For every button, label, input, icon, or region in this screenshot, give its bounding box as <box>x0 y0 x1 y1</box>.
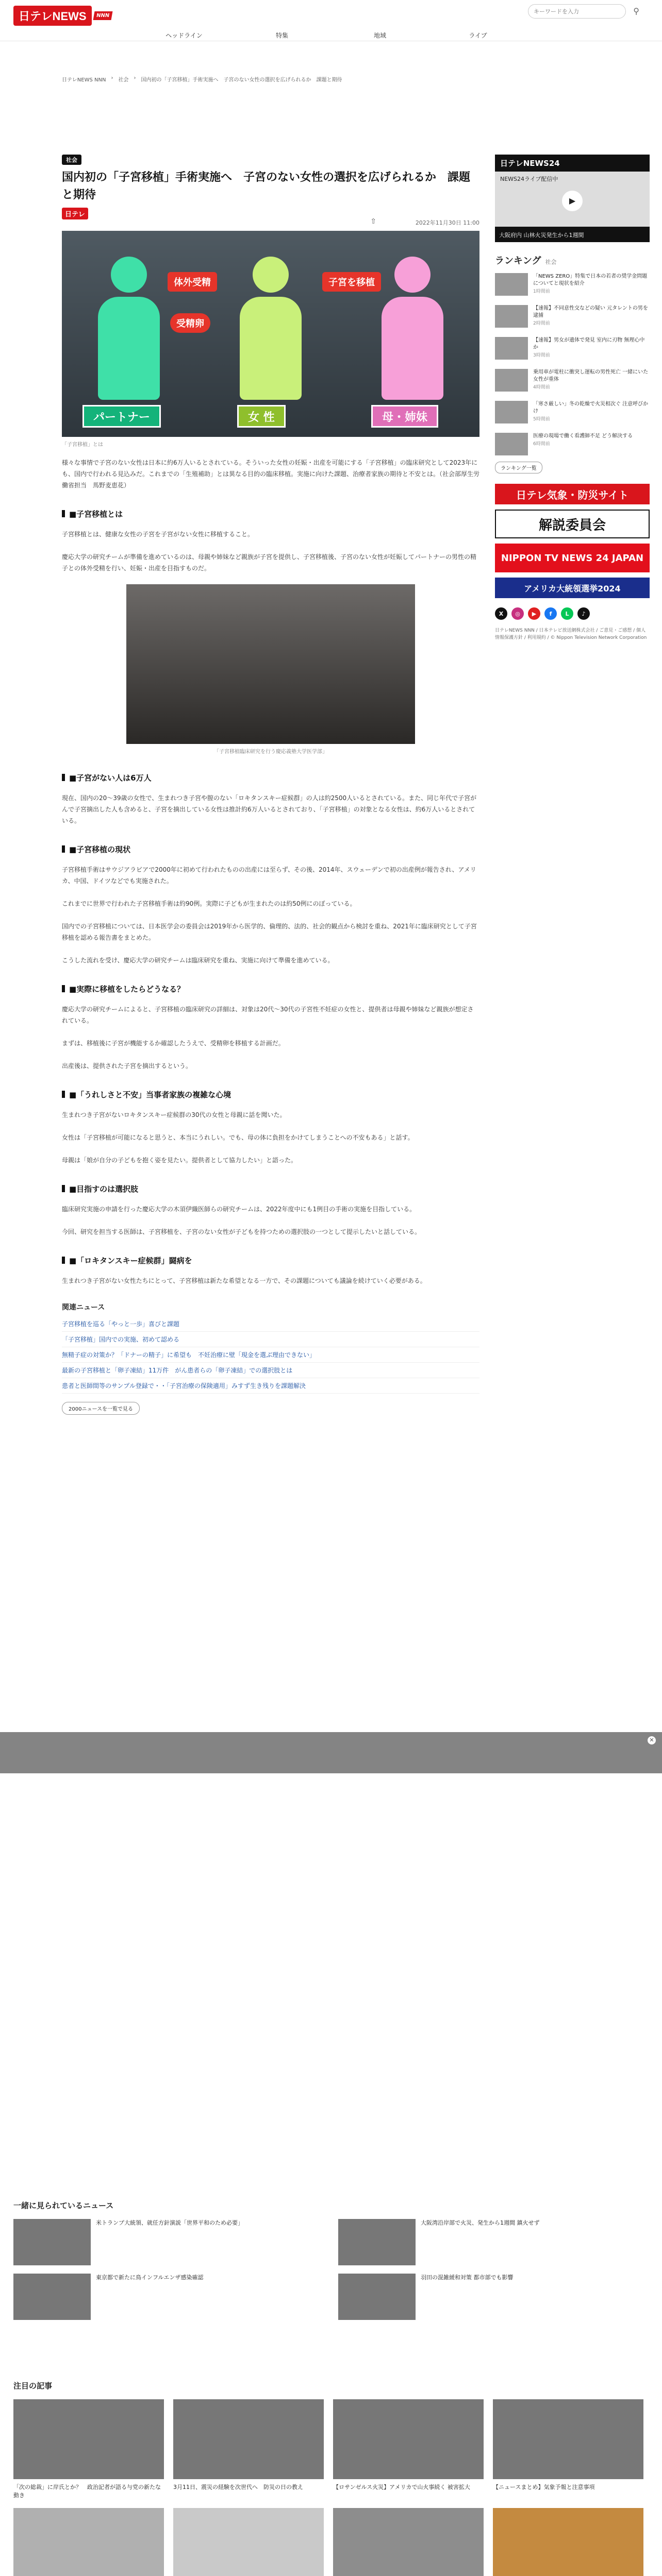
chevron-right-icon: › <box>134 75 136 81</box>
article-date: 2022年11月30日 11:00 <box>415 219 479 226</box>
section-body: 慶応大学の研究チームによると、子宮移植の臨床研究の詳細は、対象は20代〜30代の子宮性不妊症の女性と、提供者は母親や姉妹など親族が想定されている。 まずは、移植後に子宮が機能するか確認したうえで、受精卵を移植する計画だ。 出産後は、提供された子宮を摘出するという。 <box>62 1006 474 1070</box>
ranking-list-link[interactable]: ランキング一覧 <box>495 462 542 473</box>
list-item[interactable] <box>13 2274 323 2320</box>
social-links <box>495 607 650 620</box>
ranking-thumb <box>495 273 528 296</box>
card-image <box>333 2399 484 2479</box>
featured-card[interactable] <box>333 2399 484 2500</box>
card-image <box>13 2508 164 2576</box>
mother-label: 母・姉妹 <box>371 405 438 428</box>
news-text: 東京都で新たに鳥インフルエンザ感染確認 <box>96 2274 204 2281</box>
hospital-image <box>126 584 415 744</box>
featured-card[interactable] <box>173 2399 324 2500</box>
breadcrumb-home[interactable]: 日テレNEWS NNN <box>62 77 106 83</box>
related-link[interactable]: 患者と医師間等のサンプル登録で・・「子宮治療の保険適用」みすず生き残りを課題解決 <box>62 1378 479 1394</box>
ranking-item[interactable] <box>495 369 650 395</box>
section-body: 生まれつき子宮がない女性たちにとって、子宮移植は新たな希望となる一方で、その課題についても議論を続けていく必要がある。 <box>62 1277 426 1284</box>
card-image <box>493 2508 643 2576</box>
partner-label: パートナー <box>82 405 161 428</box>
woman-figure <box>240 257 302 411</box>
weather-banner[interactable]: 日テレ気象・防災サイト <box>495 484 650 504</box>
nav-item-live[interactable]: ライブ <box>469 32 487 39</box>
hero-caption: 「子宮移植」とは <box>62 442 103 448</box>
card-image <box>13 2399 164 2479</box>
partner-figure <box>98 257 160 411</box>
overlay-ad-band[interactable] <box>0 1732 662 1773</box>
source-logo <box>62 207 479 219</box>
ranking-thumb <box>495 433 528 455</box>
section-heading: ■目指すのは選択肢 <box>62 1183 479 1194</box>
ranking-item[interactable] <box>495 273 650 299</box>
x-icon[interactable]: X <box>495 607 507 620</box>
related-link[interactable]: 子宮移植を巡る「やっと一歩」喜びと課題 <box>62 1316 479 1332</box>
category-badge[interactable]: 社会 <box>62 155 81 165</box>
search-input[interactable] <box>528 4 626 19</box>
youtube-icon[interactable]: ▶ <box>528 607 540 620</box>
ranking-time: 1時間前 <box>533 289 550 294</box>
list-item[interactable] <box>13 2219 323 2265</box>
ranking-text: 【速報】不同意性交などの疑い 元タレントの男を逮捕 <box>533 306 648 318</box>
breadcrumb <box>62 75 342 83</box>
featured-card[interactable] <box>333 2508 484 2576</box>
uterus-tag: 子宮を移植 <box>322 272 381 292</box>
article-main <box>62 155 479 1415</box>
news24-japan-banner[interactable]: NIPPON TV NEWS 24 JAPAN <box>495 544 650 572</box>
featured-card[interactable] <box>173 2508 324 2576</box>
featured-section <box>0 2380 662 2576</box>
brand-nnn-badge: NNN <box>93 11 112 20</box>
card-image <box>493 2399 643 2479</box>
news-text: 羽田の混雑緩和対策 都市部でも影響 <box>421 2274 514 2281</box>
news-thumb <box>338 2219 416 2265</box>
facebook-icon[interactable]: f <box>544 607 557 620</box>
list-item[interactable] <box>338 2219 648 2265</box>
section-heading: ■子宮がない人は6万人 <box>62 772 479 783</box>
breadcrumb-category[interactable]: 社会 <box>118 77 129 83</box>
nav-item-feature[interactable]: 特集 <box>275 32 288 39</box>
section-heading: ■子宮移植の現状 <box>62 844 479 855</box>
news24-live-ad[interactable] <box>495 155 650 242</box>
more-news-button[interactable]: 2000ニュースを一覧で見る <box>62 1402 140 1415</box>
ranking-text: 乗用車が電柱に衝突し運転の男性死亡 一緒にいた女性が重体 <box>533 369 649 382</box>
ranking-thumb <box>495 337 528 360</box>
related-title: 関連ニュース <box>62 1303 105 1312</box>
news-thumb <box>338 2274 416 2320</box>
card-text: 3月11日、震災の経験を次世代へ 防災の日の教え <box>173 2484 303 2490</box>
section-heading: ■実際に移植をしたらどうなる？ <box>62 984 479 994</box>
card-image <box>333 2508 484 2576</box>
sidebar <box>495 155 650 641</box>
card-text: 【ニュースまとめ】気象予報と注意事項 <box>493 2484 595 2490</box>
card-image <box>173 2508 324 2576</box>
ranking-time: 5時間前 <box>533 417 550 422</box>
ranking-time: 4時間前 <box>533 385 550 390</box>
ranking-thumb <box>495 401 528 423</box>
news-thumb <box>13 2219 91 2265</box>
ranking-text: 医療の現場で働く看護師不足 どう解決する <box>533 433 633 439</box>
section-heading: ■「うれしさと不安」当事者家族の複雑な心境 <box>62 1089 479 1100</box>
line-icon[interactable]: L <box>561 607 573 620</box>
ranking-sub: 社会 <box>545 259 557 265</box>
global-nav <box>0 31 662 41</box>
play-icon[interactable]: ▶ <box>562 191 583 211</box>
ranking-title: ランキング <box>495 256 541 266</box>
mother-figure <box>382 257 443 411</box>
nav-item-headline[interactable]: ヘッドライン <box>166 32 203 39</box>
section-body: 臨床研究実施の申請を行った慶応大学の木須伊織医師らの研究チームは、2022年度中にも1例目の手術の実施を目指している。 今回、研究を担当する医師は、子宮移植を、子宮のない女性が子どもを持つための選択肢の一つとして提示したいと話している。 <box>62 1206 421 1235</box>
breadcrumb-current: 国内初の「子宮移植」手術実施へ 子宮のない女性の選択を広げられるか 課題と期待 <box>141 77 342 83</box>
list-item[interactable] <box>338 2274 648 2320</box>
section-body: 現在、国内の20〜39歳の女性で、生まれつき子宮や膣のない「ロキタンスキー症候群」の人は約2500人いるとされている。また、同じ年代で子宮がんで子宮摘出した人も含めると、子宮を摘出している女性は推計約6万人いるとされており、「子宮移植」の対象となる女性は、約6万人いるとされている。 <box>62 794 477 824</box>
featured-card[interactable] <box>13 2508 164 2576</box>
ranking-item[interactable] <box>495 401 650 427</box>
ranking-item[interactable] <box>495 305 650 331</box>
ranking-item[interactable] <box>495 337 650 363</box>
election-banner[interactable]: アメリカ大統領選挙2024 <box>495 578 650 598</box>
brand-logo[interactable]: 日テレNEWS <box>13 6 92 26</box>
share-icon[interactable]: ⇧ <box>370 217 376 226</box>
site-header <box>0 0 662 41</box>
news24-sub: NEWS24ライブ配信中 <box>500 176 558 182</box>
nav-item-region[interactable]: 地域 <box>373 32 386 39</box>
featured-title: 注目の記事 <box>13 2381 53 2391</box>
ivf-tag: 体外受精 <box>168 272 217 292</box>
related-link[interactable]: 「子宮移植」国内での実施、初めて認める <box>62 1332 479 1347</box>
ranking-thumb <box>495 369 528 392</box>
hospital-image-caption: 「子宮移植臨床研究を行う慶応義塾大学医学部」 <box>214 749 327 755</box>
related-news <box>62 1302 479 1415</box>
ranking-time: 6時間前 <box>533 442 550 447</box>
tiktok-icon[interactable]: ♪ <box>577 607 590 620</box>
article-intro: 様々な事情で子宮のない女性は日本に約6万人いるとされている。そういった女性の妊娠・出産を可能にする「子宮移植」の臨床研究として2023年にも、国内で行われる見込みだ。これまでの「生殖補助」とは異なる目的の臨床移植。実施に向けた課題、治療者家族の期待と不安とは。（社会部厚生労働省担当 馬野麦恵花） <box>62 459 480 489</box>
search-icon[interactable]: ⚲ <box>633 6 639 16</box>
sidebar-footer: 日テレNEWS NNN / 日本テレビ放送網株式会社 / ご意見・ご感想 / 個人情報保護方針 / 利用規約 / © Nippon Television Network Corporation <box>495 628 647 640</box>
section-body: 子宮移植手術はサウジアラビアで2000年に初めて行われたものの出産には至らず、その後、2014年、スウェーデンで初の出産例が報告され、アメリカ、中国、ドイツなどでも実施された。 これまでに世界で行われた子宮移植手術は約90例。実際に子どもが生まれたのは約50例にのぼっている。 国内での子宮移植については、日本医学会の委員会は2019年から医学的、倫理的、法的、社会的観点から検討を重ね、2021年に臨床研究として子宮移植を認める報告書をまとめた。 こうした流れを受け、慶応大学の研究チームは臨床研究を重ね、実施に向けて準備を進めている。 <box>62 866 477 964</box>
source-label: 日テレ <box>62 208 88 219</box>
section-heading: ■子宮移植とは <box>62 509 479 519</box>
related-link[interactable]: 最新の子宮移植と「卵子凍結」11万件 がん患者らの「卵子凍結」での選択肢とは <box>62 1363 479 1378</box>
close-icon[interactable]: ✕ <box>648 1736 656 1744</box>
section-body: 生まれつき子宮がないロキタンスキー症候群の30代の女性と母親に話を聞いた。 女性は「子宮移植が可能になると思うと、本当にうれしい。でも、母の体に負担をかけてしまうことへの不安もある」と話す。 母親は「娘が自分の子どもを抱く姿を見たい。提供者として協力したい」と語った。 <box>62 1111 414 1164</box>
news-text: 米トランプ大統領、就任方針演説「世界平和のため必要」 <box>96 2219 243 2226</box>
card-text: 【ロサンゼルス火災】アメリカで山火事続く 被害拡大 <box>333 2484 470 2490</box>
ranking <box>495 253 650 473</box>
news24-title: 日テレNEWS24 <box>495 155 650 172</box>
commentary-banner[interactable]: 解説委員会 <box>495 510 650 538</box>
news24-ticker: 大阪府内 山林火災発生から1週間 <box>495 227 650 242</box>
related-link[interactable]: 無精子症の対策か？「ドナーの精子」に希望も 不妊治療に壁「現金を選ぶ理由できない」 <box>62 1347 479 1363</box>
featured-card[interactable] <box>13 2399 164 2500</box>
ranking-item[interactable] <box>495 433 650 459</box>
news-text: 大阪湾沿岸部で火災、発生から1週間 鎮火せず <box>421 2219 540 2226</box>
featured-card[interactable] <box>493 2399 643 2500</box>
woman-label: 女 性 <box>237 405 286 428</box>
instagram-icon[interactable]: ◎ <box>511 607 524 620</box>
section-heading: ■「ロキタンスキー症候群」闘病を <box>62 1255 479 1266</box>
ranking-thumb <box>495 305 528 328</box>
hero-image <box>62 231 479 437</box>
ranking-text: 「NEWS ZERO」特集で日本の若者の奨学金問題についてと現状を紹介 <box>533 274 648 286</box>
ranking-time: 2時間前 <box>533 321 550 326</box>
card-text: 「次の総裁」に岸氏とか？ 政治記者が語る与党の新たな動き <box>13 2484 161 2499</box>
ranking-text: 【速報】男女が遺体で発見 室内に刃物 無理心中か <box>533 337 645 350</box>
section-body: 子宮移植とは、健康な女性の子宮を子宮がない女性に移植すること。 慶応大学の研究チームが準備を進めているのは、母親や姉妹など親族が子宮を提供し、子宮移植後、子宮のない女性が妊娠してパートナーの男性の精子との体外受精を行い、妊娠・出産を目指すものだ。 <box>62 531 477 572</box>
popular-section <box>0 2200 662 2320</box>
ranking-text: 「寒さ厳しい」冬の乾燥で火災相次ぐ 注意呼びかけ <box>533 401 649 414</box>
embryo-tag: 受精卵 <box>170 313 210 333</box>
card-image <box>173 2399 324 2479</box>
featured-card[interactable] <box>493 2508 643 2576</box>
ranking-time: 3時間前 <box>533 353 550 358</box>
article-title: 国内初の「子宮移植」手術実施へ 子宮のない女性の選択を広げられるか 課題と期待 <box>62 171 471 201</box>
popular-title: 一緒に見られているニュース <box>13 2201 114 2210</box>
news-thumb <box>13 2274 91 2320</box>
site-logo[interactable] <box>13 4 112 27</box>
chevron-right-icon: › <box>111 75 113 81</box>
